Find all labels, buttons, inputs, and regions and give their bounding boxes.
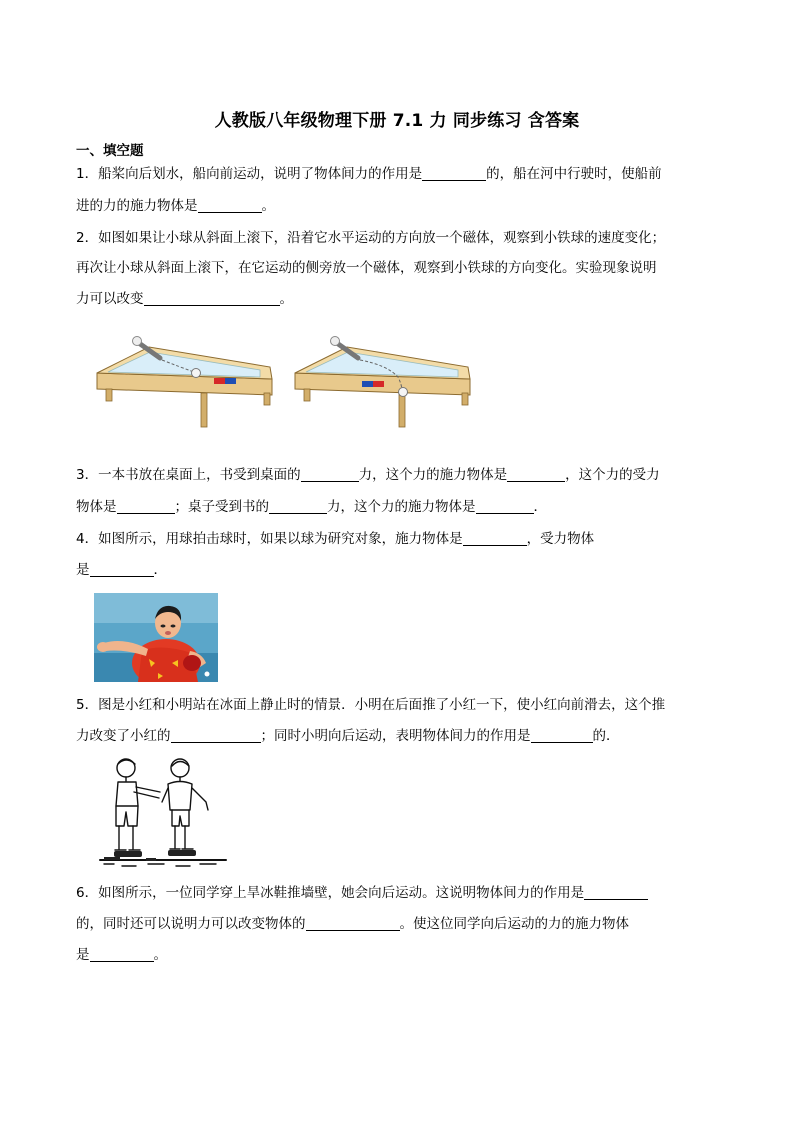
q2-line-2: 再次让小球从斜面上滚下，在它运动的侧旁放一个磁体，观察到小铁球的方向变化。实验现象说明 xyxy=(76,260,657,276)
q6-text: 6．如图所示，一位同学穿上旱冰鞋推墙壁，她会向后运动。这说明物体间力的作用是 xyxy=(76,885,585,901)
q3-text: ． xyxy=(533,499,547,515)
q3-blank-1[interactable] xyxy=(301,467,359,482)
skaters-push-figure xyxy=(96,754,230,870)
q6-blank-3[interactable] xyxy=(90,947,154,962)
q6-text: 是 xyxy=(76,947,90,963)
q6-text: 。使这位同学向后运动的力的施力物体 xyxy=(399,916,629,932)
page-title: 人教版八年级物理下册 7.1 力 同步练习 含答案 xyxy=(214,111,580,131)
q3-text: ，这个力的受力 xyxy=(565,467,660,483)
q1-blank-1[interactable] xyxy=(422,166,486,181)
q5-text: 的． xyxy=(592,728,620,744)
q6-blank-2[interactable] xyxy=(306,916,400,931)
q5-text: 力改变了小红的 xyxy=(76,728,171,744)
q4-text: ，受力物体 xyxy=(526,531,595,547)
table-right xyxy=(295,337,470,428)
q1-text: 1．船桨向后划水，船向前运动，说明了物体间力的作用是 xyxy=(76,166,423,182)
q3-blank-5[interactable] xyxy=(476,499,534,514)
q3-text: 力，这个力的施力物体是 xyxy=(358,467,508,483)
q2-blank[interactable] xyxy=(144,291,280,306)
q5-line-2 xyxy=(76,727,620,745)
q5-blank-2[interactable] xyxy=(531,728,593,743)
q3-text: 力，这个力的施力物体是 xyxy=(327,499,476,515)
q4-text: 4．如图所示，用球拍击球时，如果以球为研究对象，施力物体是 xyxy=(76,531,463,547)
q4-line-2 xyxy=(76,561,167,579)
table-tennis-photo xyxy=(94,593,218,682)
q4-text: 是 xyxy=(76,562,90,578)
q1-text: 的，船在河中行驶时，使船前 xyxy=(486,166,662,182)
q1-blank-2[interactable] xyxy=(198,198,262,213)
magnet-experiment-figure xyxy=(94,333,474,437)
q3-text: 物体是 xyxy=(76,499,117,515)
q4-blank-1[interactable] xyxy=(463,531,527,546)
q3-blank-4[interactable] xyxy=(269,499,327,514)
q4-text: ． xyxy=(153,562,167,578)
q3-blank-2[interactable] xyxy=(507,467,565,482)
q2-line-3 xyxy=(76,290,293,308)
q6-line-2 xyxy=(76,915,629,933)
q3-text: ；桌子受到书的 xyxy=(174,499,269,515)
q6-line-1 xyxy=(76,884,648,902)
q6-line-3 xyxy=(76,946,167,964)
q3-line-1 xyxy=(76,466,660,484)
q5-text: ；同时小明向后运动，表明物体间力的作用是 xyxy=(260,728,531,744)
section-heading: 一、填空题 xyxy=(76,143,144,159)
table-left xyxy=(97,337,272,428)
q5-blank-1[interactable] xyxy=(171,728,261,743)
q1-line-2 xyxy=(76,197,275,215)
q2-text: 。 xyxy=(279,291,293,307)
q3-blank-3[interactable] xyxy=(117,499,175,514)
q3-text: 3．一本书放在桌面上，书受到桌面的 xyxy=(76,467,301,483)
q4-blank-2[interactable] xyxy=(90,562,154,577)
q2-text: 力可以改变 xyxy=(76,291,144,307)
q5-line-1: 5．图是小红和小明站在冰面上静止时的情景．小明在后面推了小红一下，使小红向前滑去，这个推 xyxy=(76,697,666,713)
q6-text: 的，同时还可以说明力可以改变物体的 xyxy=(76,916,306,932)
q6-blank-1[interactable] xyxy=(584,885,648,900)
q4-line-1 xyxy=(76,530,594,548)
q1-text: 。 xyxy=(261,198,275,214)
q1-text: 进的力的施力物体是 xyxy=(76,198,198,214)
q6-text: 。 xyxy=(153,947,167,963)
q1-line-1 xyxy=(76,165,662,183)
q3-line-2 xyxy=(76,498,547,516)
q2-line-1: 2．如图如果让小球从斜面上滚下，沿着它水平运动的方向放一个磁体，观察到小铁球的速度变化； xyxy=(76,230,666,246)
